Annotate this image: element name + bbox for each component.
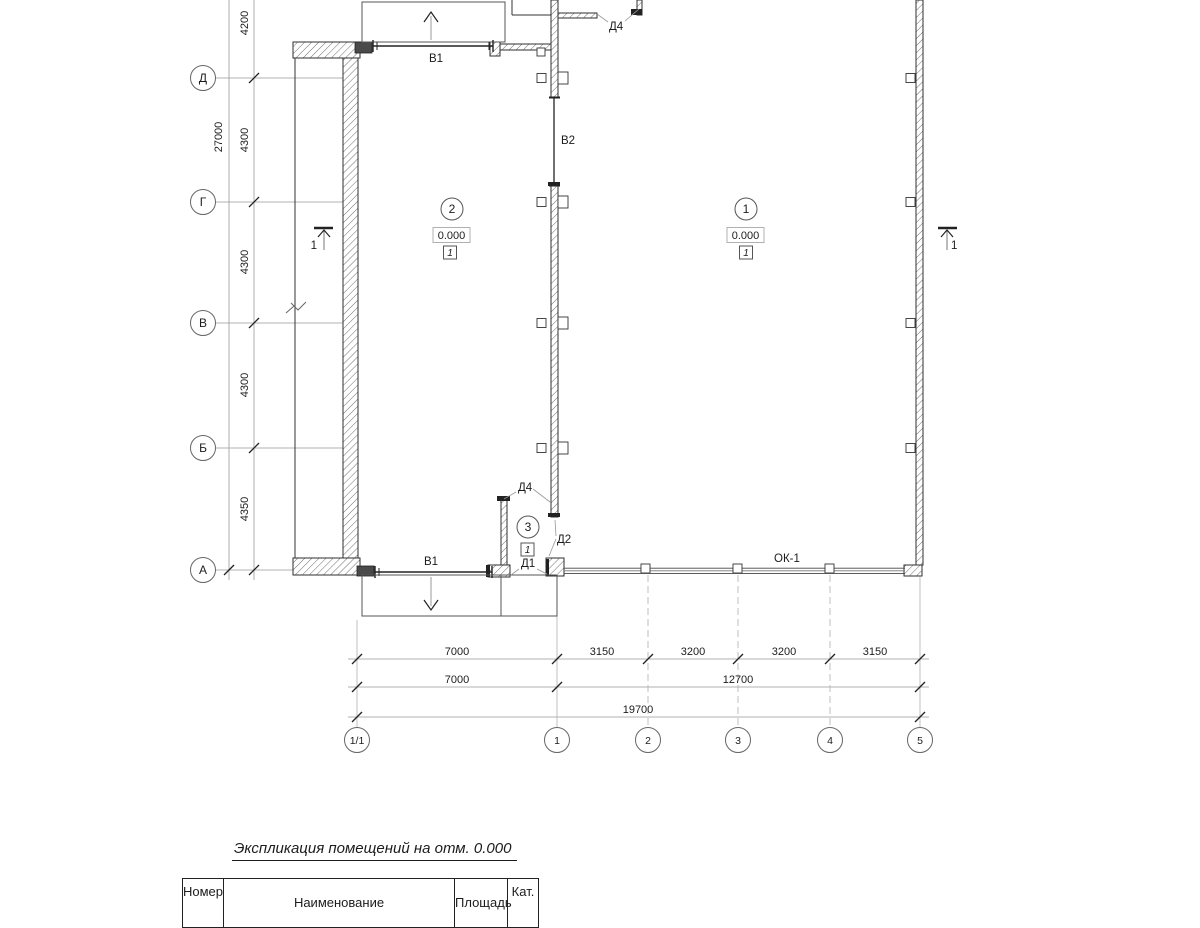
svg-text:2: 2 bbox=[645, 735, 651, 747]
label-v2: В2 bbox=[561, 135, 576, 147]
svg-text:3150: 3150 bbox=[862, 646, 888, 658]
schedule-col-category: Кат. bbox=[511, 884, 535, 899]
opening-labels bbox=[424, 21, 800, 570]
col-axis-bubbles bbox=[345, 728, 933, 753]
bottom-dimension-texts bbox=[445, 646, 887, 716]
section-left-label: 1 bbox=[310, 240, 317, 252]
section-right-label: 1 bbox=[951, 240, 958, 252]
wall-middle-main bbox=[551, 185, 558, 517]
svg-text:А: А bbox=[198, 563, 208, 577]
label-ok1: ОК-1 bbox=[774, 553, 800, 565]
wall-corner-bottom-right bbox=[904, 565, 922, 576]
pilaster bbox=[733, 564, 742, 573]
pilaster bbox=[906, 319, 915, 328]
label-d1: Д1 bbox=[521, 558, 536, 570]
schedule-table bbox=[182, 878, 539, 928]
wall-middle-top bbox=[551, 0, 558, 98]
pilaster bbox=[558, 317, 568, 329]
svg-text:3200: 3200 bbox=[680, 646, 706, 658]
gate-b1-top bbox=[362, 2, 505, 52]
schedule-col-area: Площадь bbox=[455, 879, 508, 927]
pilaster bbox=[906, 74, 915, 83]
label-v1-top: В1 bbox=[428, 53, 444, 65]
row-axis-labels bbox=[199, 71, 207, 577]
pilaster bbox=[558, 442, 568, 454]
label-v1-bottom: В1 bbox=[423, 556, 439, 568]
svg-text:1: 1 bbox=[554, 735, 560, 747]
gate-b2 bbox=[549, 98, 560, 186]
room-2-level: 0.000 bbox=[437, 230, 466, 242]
wall-end-caps bbox=[486, 9, 642, 577]
section-mark-left bbox=[311, 228, 333, 252]
gate-b1-bottom bbox=[362, 566, 557, 616]
pilaster bbox=[906, 198, 915, 207]
pilasters bbox=[537, 48, 915, 573]
svg-text:7000: 7000 bbox=[444, 674, 470, 686]
svg-text:3: 3 bbox=[735, 735, 741, 747]
room-1-number: 1 bbox=[742, 202, 750, 216]
pilaster bbox=[537, 319, 546, 328]
dim-4350: 4350 bbox=[239, 496, 251, 522]
wall-left-main bbox=[343, 58, 358, 558]
room-3-number: 3 bbox=[524, 520, 532, 534]
axis-grid bbox=[215, 0, 929, 717]
room-1-level: 0.000 bbox=[731, 230, 760, 242]
svg-text:3200: 3200 bbox=[771, 646, 797, 658]
platform-outline bbox=[362, 575, 557, 616]
pilaster bbox=[641, 564, 650, 573]
pilaster bbox=[558, 72, 568, 84]
label-d4-vest: Д4 bbox=[518, 482, 533, 494]
svg-text:4: 4 bbox=[827, 735, 833, 747]
room-marker-1 bbox=[727, 198, 764, 259]
pilaster bbox=[558, 196, 568, 208]
dim-4200: 4200 bbox=[239, 10, 251, 36]
pilaster bbox=[537, 74, 546, 83]
pilaster bbox=[537, 48, 545, 56]
wall-annex-bottom bbox=[293, 558, 360, 575]
dim-4300a: 4300 bbox=[239, 127, 251, 153]
left-dimension-texts bbox=[213, 11, 251, 521]
svg-text:Б: Б bbox=[199, 441, 207, 455]
label-d4-top: Д4 bbox=[609, 21, 624, 33]
pier-b1-top-right bbox=[490, 42, 500, 56]
room-3-cat: 1 bbox=[524, 545, 531, 556]
break-symbol bbox=[286, 302, 306, 313]
gate-b1-top-leaf bbox=[362, 2, 505, 42]
dimension-ticks bbox=[224, 73, 925, 722]
svg-text:Г: Г bbox=[199, 195, 207, 209]
room-1-cat: 1 bbox=[743, 248, 749, 259]
svg-text:1/1: 1/1 bbox=[349, 735, 365, 747]
pilaster bbox=[537, 444, 546, 453]
schedule-col-number: Номер bbox=[183, 879, 224, 927]
svg-text:5: 5 bbox=[917, 735, 923, 747]
label-d2: Д2 bbox=[557, 534, 572, 546]
thin-wall-lines bbox=[295, 0, 551, 558]
pilaster bbox=[906, 444, 915, 453]
wall-right-main bbox=[916, 0, 923, 565]
dim-27000: 27000 bbox=[213, 121, 225, 153]
dim-4300b: 4300 bbox=[239, 249, 251, 275]
section-mark-right bbox=[938, 228, 957, 252]
pilaster bbox=[537, 198, 546, 207]
bracket-b1-top-left bbox=[355, 42, 372, 53]
wall-annex-top bbox=[293, 42, 360, 58]
svg-text:19700: 19700 bbox=[622, 704, 654, 716]
walls bbox=[293, 0, 923, 577]
svg-text:7000: 7000 bbox=[444, 646, 470, 658]
room-marker-3 bbox=[517, 516, 539, 556]
wall-vestibule-partition bbox=[501, 498, 507, 570]
svg-text:3150: 3150 bbox=[589, 646, 615, 658]
dim-4300c: 4300 bbox=[239, 372, 251, 398]
schedule-title: Экспликация помещений на отм. 0.000 bbox=[232, 840, 517, 861]
pilaster bbox=[825, 564, 834, 573]
room-marker-2 bbox=[433, 198, 470, 259]
svg-text:12700: 12700 bbox=[722, 674, 754, 686]
wall-d4-lintel bbox=[558, 13, 597, 18]
schedule-col-name: Наименование bbox=[224, 879, 455, 927]
svg-text:Д: Д bbox=[198, 71, 208, 85]
room-2-number: 2 bbox=[448, 202, 456, 216]
room-2-cat: 1 bbox=[447, 248, 453, 259]
svg-text:В: В bbox=[198, 316, 208, 330]
